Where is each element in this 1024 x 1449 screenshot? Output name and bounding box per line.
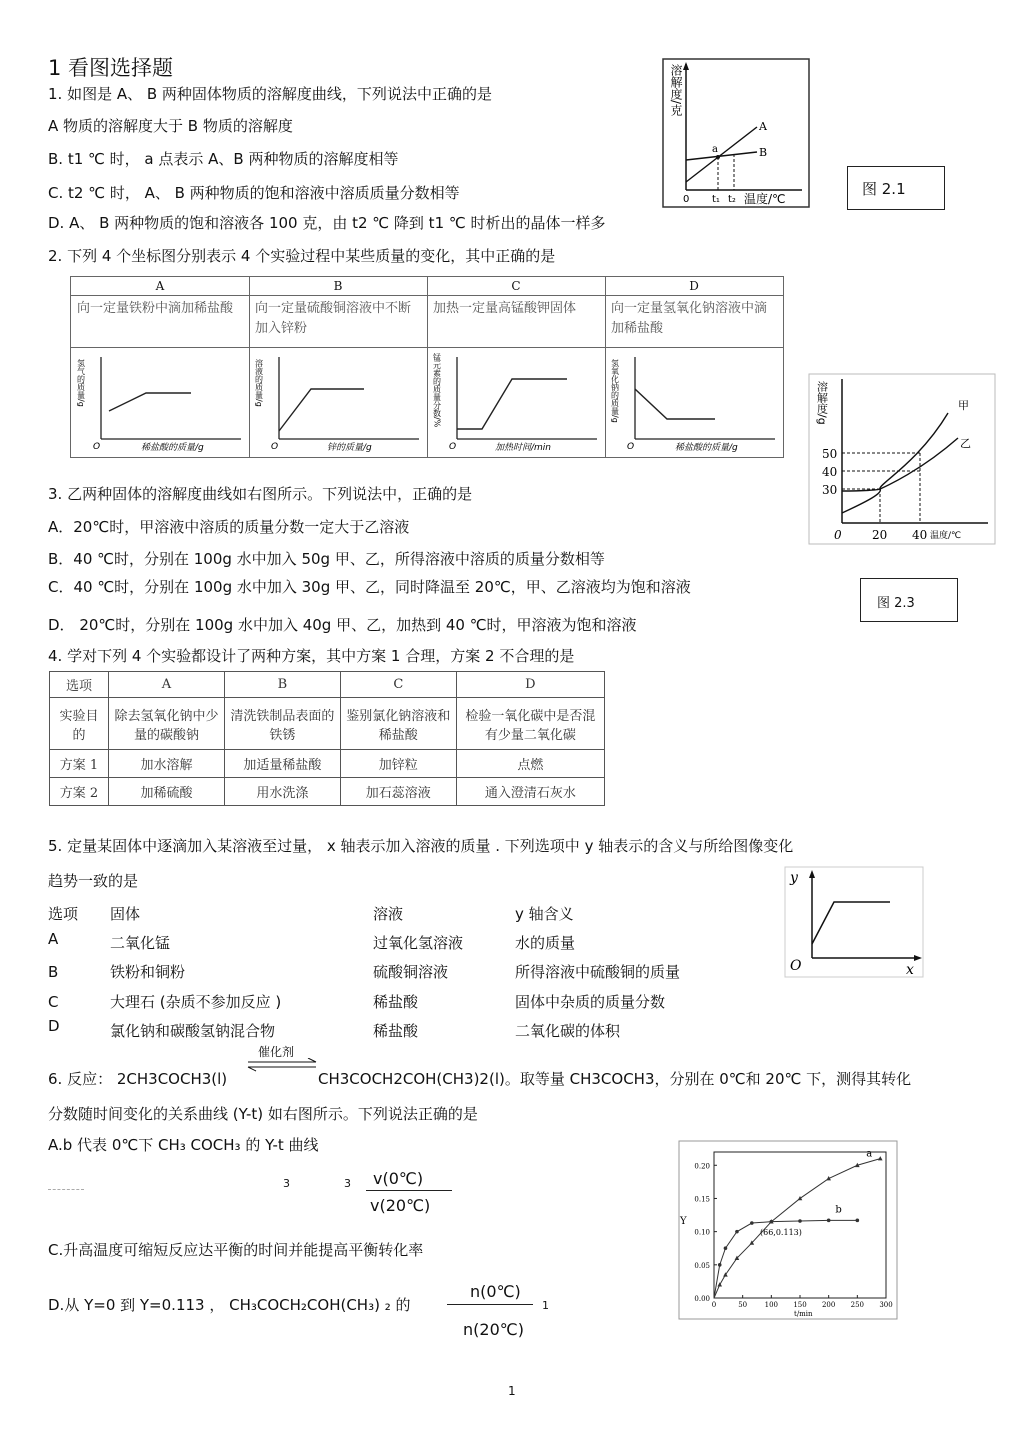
q4-cell: 通入澄清石灰水 bbox=[456, 778, 604, 806]
q5-x-axis-label: x bbox=[906, 962, 914, 978]
q3-option-b: B．40 ℃时，分别在 100g 水中加入 50g 甲、乙，所得溶液中溶质的质量分数相等 bbox=[48, 550, 605, 568]
q4-cell: 加石蕊溶液 bbox=[340, 778, 456, 806]
q2-panel-c-letter: C bbox=[427, 277, 605, 296]
q5-header-option: 选项 bbox=[48, 905, 79, 923]
q1-xlabel: 温度/℃ bbox=[744, 192, 786, 206]
q4-header-cell: D bbox=[456, 672, 604, 698]
q6-xtick-label: 300 bbox=[879, 1301, 893, 1309]
q2-panel-c bbox=[427, 277, 606, 457]
q5-stem-cont: 趋势一致的是 bbox=[48, 872, 139, 890]
q5-row-d-solid: 氯化钠和碳酸氢钠混合物 bbox=[110, 1022, 276, 1040]
q4-header-cell: B bbox=[224, 672, 340, 698]
fig-2-3-box bbox=[860, 578, 958, 622]
q6-equilibrium-arrow bbox=[246, 1058, 318, 1072]
q5-header-y: y 轴含义 bbox=[515, 905, 574, 923]
q5-row-c-solution: 稀盐酸 bbox=[373, 993, 419, 1011]
q3-option-d: D． 20℃时，分别在 100g 水中加入 40g 甲、乙，加热到 40 ℃时，甲溶液为饱和溶液 bbox=[48, 616, 637, 634]
q1-curve-b-label: B bbox=[759, 146, 768, 159]
q3-ylabel: 溶解度/g bbox=[815, 381, 829, 425]
q2-panel-c-ylabel: 锰元素的质量分数/% bbox=[432, 353, 442, 428]
q5-row-c-letter: C bbox=[48, 993, 59, 1011]
table-row bbox=[50, 750, 605, 778]
q2-panel-a bbox=[71, 277, 250, 457]
q6-point-b bbox=[856, 1219, 860, 1223]
q5-row-a-solution: 过氧化氢溶液 bbox=[373, 934, 464, 952]
q6-catalyst-label: 催化剂 bbox=[258, 1045, 295, 1059]
q1-t1-tick: t₁ bbox=[712, 194, 720, 205]
q6-option-d: D.从 Y=0 到 Y=0.113 ， CH₃COCH₂COH(CH₃) ₂ 的 bbox=[48, 1296, 411, 1314]
q5-row-c-y: 固体中杂质的质量分数 bbox=[515, 993, 666, 1011]
q6-xtick-label: 50 bbox=[738, 1301, 748, 1309]
q5-row-a-letter: A bbox=[48, 930, 59, 948]
svg-text:O: O bbox=[93, 442, 101, 452]
q4-cell: 方案 2 bbox=[50, 778, 109, 806]
q6-point-b bbox=[724, 1246, 728, 1250]
q6-option-d-denominator: n(20℃) bbox=[463, 1320, 524, 1339]
q1-ylabel: 溶解度/克 bbox=[669, 64, 683, 117]
q5-row-a-y: 水的质量 bbox=[515, 934, 576, 952]
q5-stem: 5. 定量某固体中逐滴加入某溶液至过量， x 轴表示加入溶液的质量 . 下列选项中 y 轴表示的含义与所给图像变化 bbox=[48, 837, 794, 855]
q5-row-b-letter: B bbox=[48, 963, 59, 981]
q4-cell: 实验目的 bbox=[50, 698, 109, 750]
q2-panel-d-xlabel: 稀盐酸的质量/g bbox=[675, 443, 738, 453]
q1-option-a: A 物质的溶解度大于 B 物质的溶解度 bbox=[48, 117, 293, 135]
q5-row-b-solid: 铁粉和铜粉 bbox=[110, 963, 186, 981]
q4-cell: 点燃 bbox=[456, 750, 604, 778]
q1-option-b: B. t1 ℃ 时， a 点表示 A、B 两种物质的溶解度相等 bbox=[48, 150, 399, 168]
q3-curve-yi: 乙 bbox=[960, 437, 971, 450]
q6-xtick-label: 150 bbox=[793, 1301, 807, 1309]
section-title: 1 看图选择题 bbox=[48, 56, 174, 80]
q4-table bbox=[49, 671, 605, 806]
q2-panel-a-xlabel: 稀盐酸的质量/g bbox=[141, 443, 204, 453]
q6-yt-chart bbox=[678, 1140, 898, 1320]
fig-2-1-label: 图 2.1 bbox=[862, 180, 906, 198]
q6-series-label-b: b bbox=[835, 1204, 842, 1216]
q3-stem: 3. 乙两种固体的溶解度曲线如右图所示。下列说法中，正确的是 bbox=[48, 485, 473, 503]
q6-ytick-label: 0.10 bbox=[694, 1228, 710, 1237]
q4-cell: 加适量稀盐酸 bbox=[224, 750, 340, 778]
q4-cell: 加水溶解 bbox=[109, 750, 225, 778]
q5-row-d-solution: 稀盐酸 bbox=[373, 1022, 419, 1040]
q3-option-c: C．40 ℃时，分别在 100g 水中加入 30g 甲、乙，同时降温至 20℃，甲、乙溶液均为饱和溶液 bbox=[48, 578, 691, 596]
svg-text:O: O bbox=[627, 442, 635, 452]
q3-option-a: A．20℃时，甲溶液中溶质的质量分数一定大于乙溶液 bbox=[48, 518, 410, 536]
q3-ytick-50: 50 bbox=[822, 447, 838, 461]
q2-panel-d-ylabel: 氢氧化钠的质量/g bbox=[610, 359, 620, 423]
q6-option-b-numerator: v(0℃) bbox=[373, 1169, 424, 1188]
q4-cell: 检验一氧化碳中是否混有少量二氧化碳 bbox=[456, 698, 604, 750]
q6-ytick-label: 0.05 bbox=[694, 1261, 710, 1270]
q3-xtick-20: 20 bbox=[872, 528, 888, 542]
q6-stem-left: 6. 反应： 2CH3COCH3(l) bbox=[48, 1070, 228, 1088]
q5-row-d-letter: D bbox=[48, 1017, 60, 1035]
q6-xtick-label: 200 bbox=[821, 1301, 836, 1309]
q4-cell: 清洗铁制品表面的铁锈 bbox=[224, 698, 340, 750]
q5-row-b-y: 所得溶液中硫酸铜的质量 bbox=[515, 963, 681, 981]
q2-panel-b bbox=[249, 277, 428, 457]
q6-option-d-tail: 1 bbox=[542, 1299, 549, 1312]
q4-cell: 加锌粒 bbox=[340, 750, 456, 778]
q2-panel-b-xlabel: 锌的质量/g bbox=[327, 443, 372, 453]
table-row bbox=[50, 698, 605, 750]
q2-stem: 2. 下列 4 个坐标图分别表示 4 个实验过程中某些质量的变化，其中正确的是 bbox=[48, 247, 556, 265]
q1-t2-tick: t₂ bbox=[728, 194, 736, 205]
q2-panel-b-title: 向一定量硫酸铜溶液中不断加入锌粉 bbox=[255, 301, 412, 336]
q5-row-c-solid: 大理石 (杂质不参加反应 ) bbox=[110, 993, 282, 1011]
q1-point-a-label: a bbox=[712, 144, 718, 155]
q1-solubility-chart bbox=[662, 58, 810, 208]
q1-origin: 0 bbox=[683, 194, 690, 205]
q6-point-b bbox=[735, 1230, 739, 1234]
q4-header-cell: A bbox=[109, 672, 225, 698]
q6-stem-right: CH3COCH2COH(CH3)2(l)。取等量 CH3COCH3，分别在 0℃和 20℃ 下，测得其转化 bbox=[318, 1070, 912, 1088]
q6-ytick-label: 0.20 bbox=[694, 1162, 710, 1171]
q2-panel-d bbox=[605, 277, 783, 457]
q6-xtick-label: 0 bbox=[711, 1301, 717, 1309]
svg-text:O: O bbox=[271, 442, 279, 452]
q4-cell: 除去氢氧化钠中少量的碳酸钠 bbox=[109, 698, 225, 750]
q3-xtick-40: 40 bbox=[912, 528, 928, 542]
q2-panel-b-ylabel: 溶液的质量/g bbox=[254, 359, 264, 407]
q6-ytick-label: 0.15 bbox=[694, 1195, 710, 1204]
q6-point-b bbox=[718, 1263, 722, 1267]
q2-panel-c-title: 加热一定量高锰酸钾固体 bbox=[433, 301, 577, 316]
q5-y-axis-label: y bbox=[790, 870, 798, 886]
q1-curve-a-label: A bbox=[759, 120, 767, 133]
table-row bbox=[50, 672, 605, 698]
q2-panel-c-xlabel: 加热时间/min bbox=[495, 443, 552, 453]
q5-row-d-y: 二氧化碳的体积 bbox=[515, 1022, 621, 1040]
svg-text:O: O bbox=[449, 442, 457, 452]
q6-option-b-sub2: 3 bbox=[344, 1177, 351, 1190]
q5-trend-chart bbox=[784, 866, 924, 978]
q6-option-d-numerator: n(0℃) bbox=[470, 1282, 521, 1301]
page-number: 1 bbox=[508, 1384, 516, 1398]
table-row bbox=[50, 778, 605, 806]
q2-panel-b-letter: B bbox=[249, 277, 427, 296]
q5-row-b-solution: 硫酸铜溶液 bbox=[373, 963, 449, 981]
q3-xlabel: 温度/℃ bbox=[930, 531, 962, 541]
q6-annotation: (66,0.113) bbox=[760, 1228, 802, 1237]
q6-point-b bbox=[770, 1220, 774, 1224]
q4-cell: 方案 1 bbox=[50, 750, 109, 778]
q2-panel-d-letter: D bbox=[605, 277, 783, 296]
q2-panel-a-ylabel: 氢气的质量/g bbox=[76, 359, 86, 407]
q1-option-d: D. A、 B 两种物质的饱和溶液各 100 克，由 t2 ℃ 降到 t1 ℃ 时析出的晶体一样多 bbox=[48, 214, 606, 232]
q3-curve-jia: 甲 bbox=[958, 399, 969, 412]
q6-point-b bbox=[750, 1221, 754, 1225]
q5-header-solid: 固体 bbox=[110, 905, 141, 923]
q6-xtick-label: 100 bbox=[764, 1301, 779, 1309]
q4-cell: 鉴别氯化钠溶液和稀盐酸 bbox=[340, 698, 456, 750]
q5-header-solution: 溶液 bbox=[373, 905, 404, 923]
q2-panel-a-title: 向一定量铁粉中滴加稀盐酸 bbox=[77, 301, 234, 316]
q3-xtick-0: 0 bbox=[834, 528, 842, 542]
q3-ytick-40: 40 bbox=[822, 465, 838, 479]
q1-stem: 1. 如图是 A、 B 两种固体物质的溶解度曲线，下列说法中正确的是 bbox=[48, 85, 492, 103]
q4-stem: 4. 学对下列 4 个实验都设计了两种方案，其中方案 1 合理，方案 2 不合理的是 bbox=[48, 647, 575, 665]
q2-panel-d-title: 向一定量氢氧化钠溶液中滴加稀盐酸 bbox=[611, 301, 768, 336]
q6-stem-cont: 分数随时间变化的关系曲线 (Y-t) 如右图所示。下列说法正确的是 bbox=[48, 1105, 478, 1123]
q6-option-c: C.升高温度可缩短反应达平衡的时间并能提高平衡转化率 bbox=[48, 1241, 424, 1259]
q3-solubility-chart bbox=[808, 373, 996, 545]
fig-2-3-label: 图 2.3 bbox=[877, 596, 915, 611]
q6-point-b bbox=[827, 1219, 831, 1223]
q5-row-a-solid: 二氧化锰 bbox=[110, 934, 171, 952]
q4-header-cell: C bbox=[340, 672, 456, 698]
q2-panel-a-letter: A bbox=[71, 277, 249, 296]
q6-point-b bbox=[798, 1219, 802, 1223]
q2-panels bbox=[70, 276, 784, 458]
q6-ytick-label: 0.00 bbox=[694, 1295, 710, 1303]
q6-xtick-label: 250 bbox=[850, 1301, 865, 1309]
q6-xlabel: t/min bbox=[794, 1310, 813, 1318]
q6-option-b-denominator: v(20℃) bbox=[370, 1196, 431, 1215]
q6-ylabel: Y bbox=[680, 1216, 687, 1227]
q5-origin: O bbox=[790, 958, 802, 974]
q3-ytick-30: 30 bbox=[822, 483, 838, 497]
q6-option-a: A.b 代表 0℃下 CH₃ COCH₃ 的 Y-t 曲线 bbox=[48, 1136, 319, 1154]
q1-option-c: C. t2 ℃ 时， A、 B 两种物质的饱和溶液中溶质质量分数相等 bbox=[48, 184, 460, 202]
q4-header-cell: 选项 bbox=[50, 672, 109, 698]
q6-series-label-a: a bbox=[866, 1148, 873, 1160]
q4-cell: 用水洗涤 bbox=[224, 778, 340, 806]
fig-2-1-box bbox=[847, 166, 945, 210]
q6-option-b-sub1: 3 bbox=[283, 1177, 290, 1190]
q4-cell: 加稀硫酸 bbox=[109, 778, 225, 806]
